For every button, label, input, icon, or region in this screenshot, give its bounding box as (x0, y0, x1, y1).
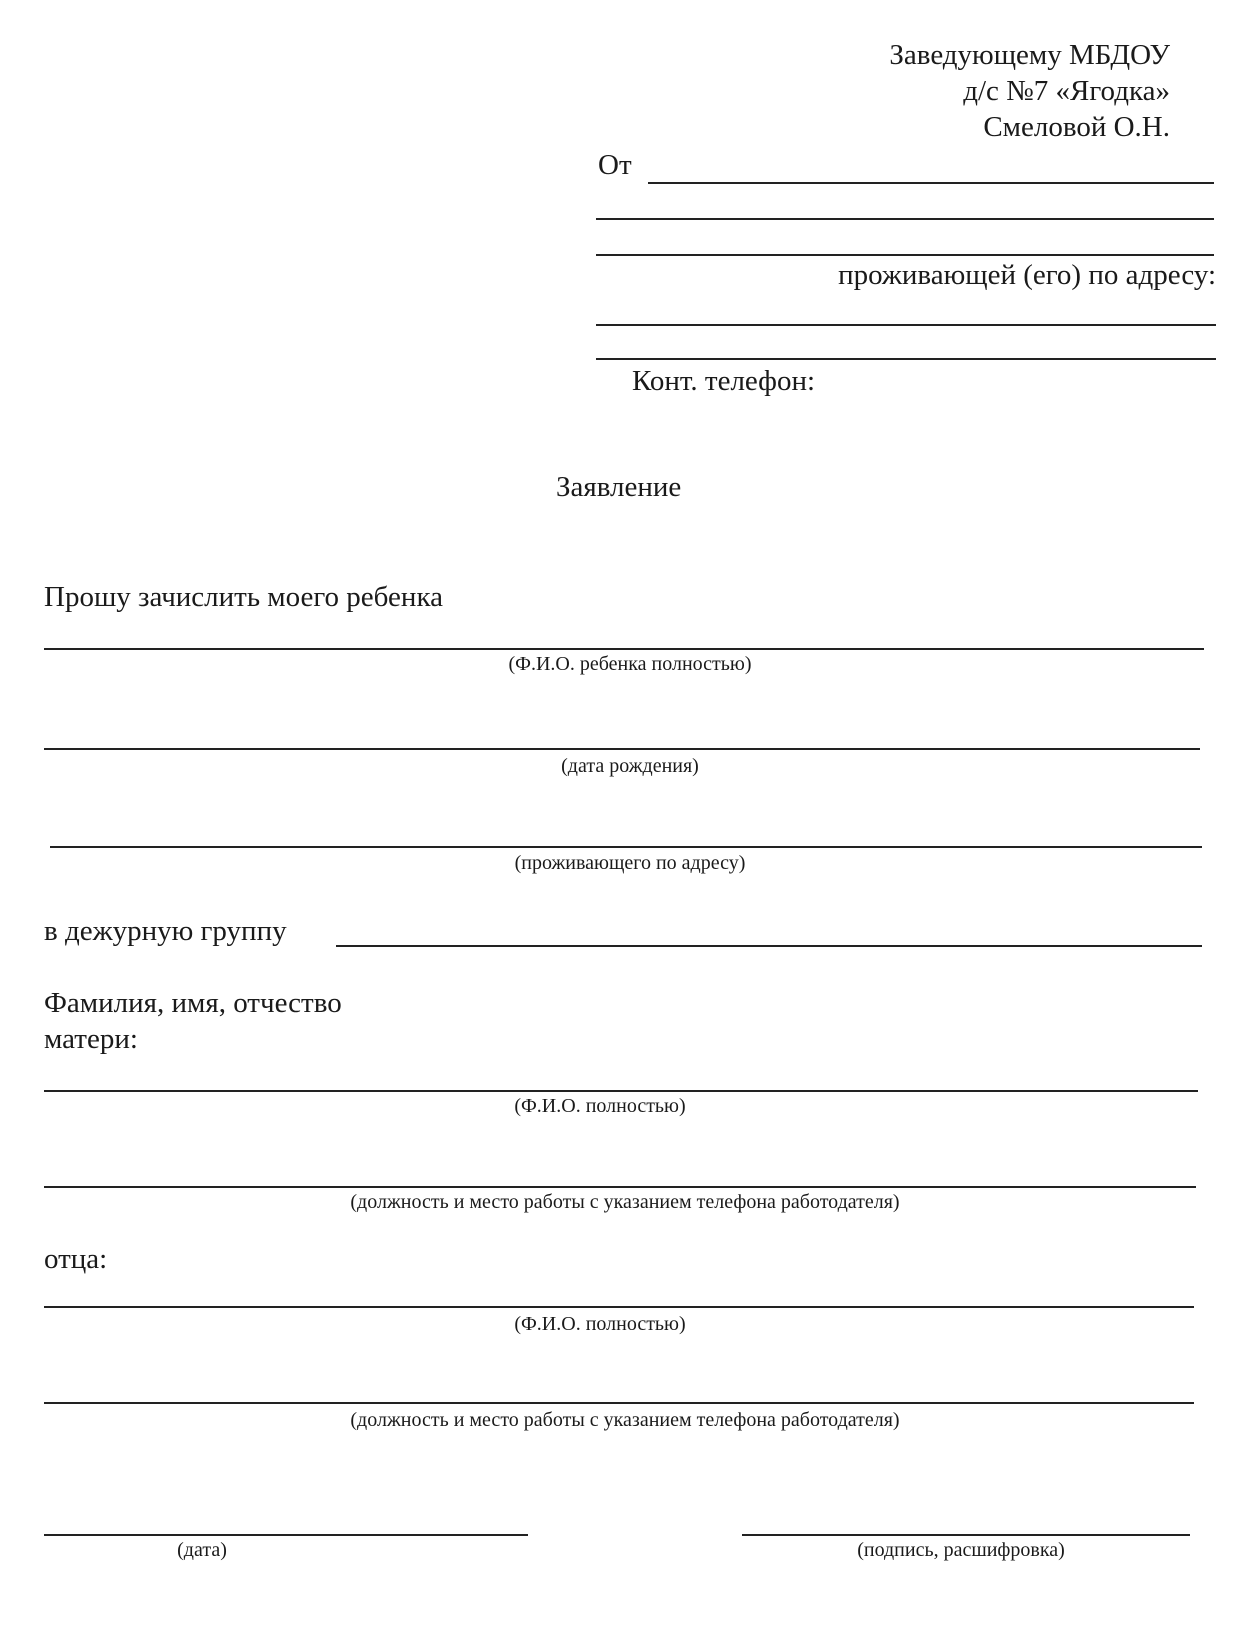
addressee-line-3: Смеловой О.Н. (983, 111, 1170, 143)
addressee-line-2: д/с №7 «Ягодка» (963, 75, 1170, 107)
from-line-3[interactable] (596, 254, 1214, 256)
mother-job-caption: (должность и место работы с указанием телефона работодателя) (350, 1191, 900, 1213)
address-line-2[interactable] (596, 358, 1216, 360)
parents-label: Фамилия, имя, отчество (44, 987, 342, 1019)
child-address-line[interactable] (50, 846, 1202, 848)
from-label: От (598, 149, 632, 181)
address-label: проживающей (его) по адресу: (838, 259, 1216, 291)
date-caption: (дата) (177, 1539, 227, 1561)
date-line[interactable] (44, 1534, 528, 1536)
child-address-caption: (проживающего по адресу) (514, 852, 746, 874)
birth-date-line[interactable] (44, 748, 1200, 750)
group-line[interactable] (336, 945, 1202, 947)
father-job-line[interactable] (44, 1402, 1194, 1404)
request-text: Прошу зачислить моего ребенка (44, 581, 443, 613)
father-label: отца: (44, 1243, 108, 1275)
document-title: Заявление (556, 471, 682, 503)
signature-caption: (подпись, расшифровка) (857, 1539, 1065, 1561)
mother-job-line[interactable] (44, 1186, 1196, 1188)
child-name-caption: (Ф.И.О. ребенка полностью) (508, 653, 752, 675)
father-job-caption: (должность и место работы с указанием телефона работодателя) (350, 1409, 900, 1431)
birth-date-caption: (дата рождения) (561, 755, 699, 777)
child-name-line[interactable] (44, 648, 1204, 650)
phone-label: Конт. телефон: (632, 365, 816, 397)
addressee-line-1: Заведующему МБДОУ (889, 39, 1170, 71)
mother-name-caption: (Ф.И.О. полностью) (514, 1095, 686, 1117)
father-name-caption: (Ф.И.О. полностью) (514, 1313, 686, 1335)
from-name-line[interactable] (648, 182, 1214, 184)
from-line-2[interactable] (596, 218, 1214, 220)
mother-name-line[interactable] (44, 1090, 1198, 1092)
father-name-line[interactable] (44, 1306, 1194, 1308)
mother-label: матери: (44, 1023, 138, 1055)
address-line-1[interactable] (596, 324, 1216, 326)
signature-line[interactable] (742, 1534, 1190, 1536)
group-label: в дежурную группу (44, 915, 287, 947)
